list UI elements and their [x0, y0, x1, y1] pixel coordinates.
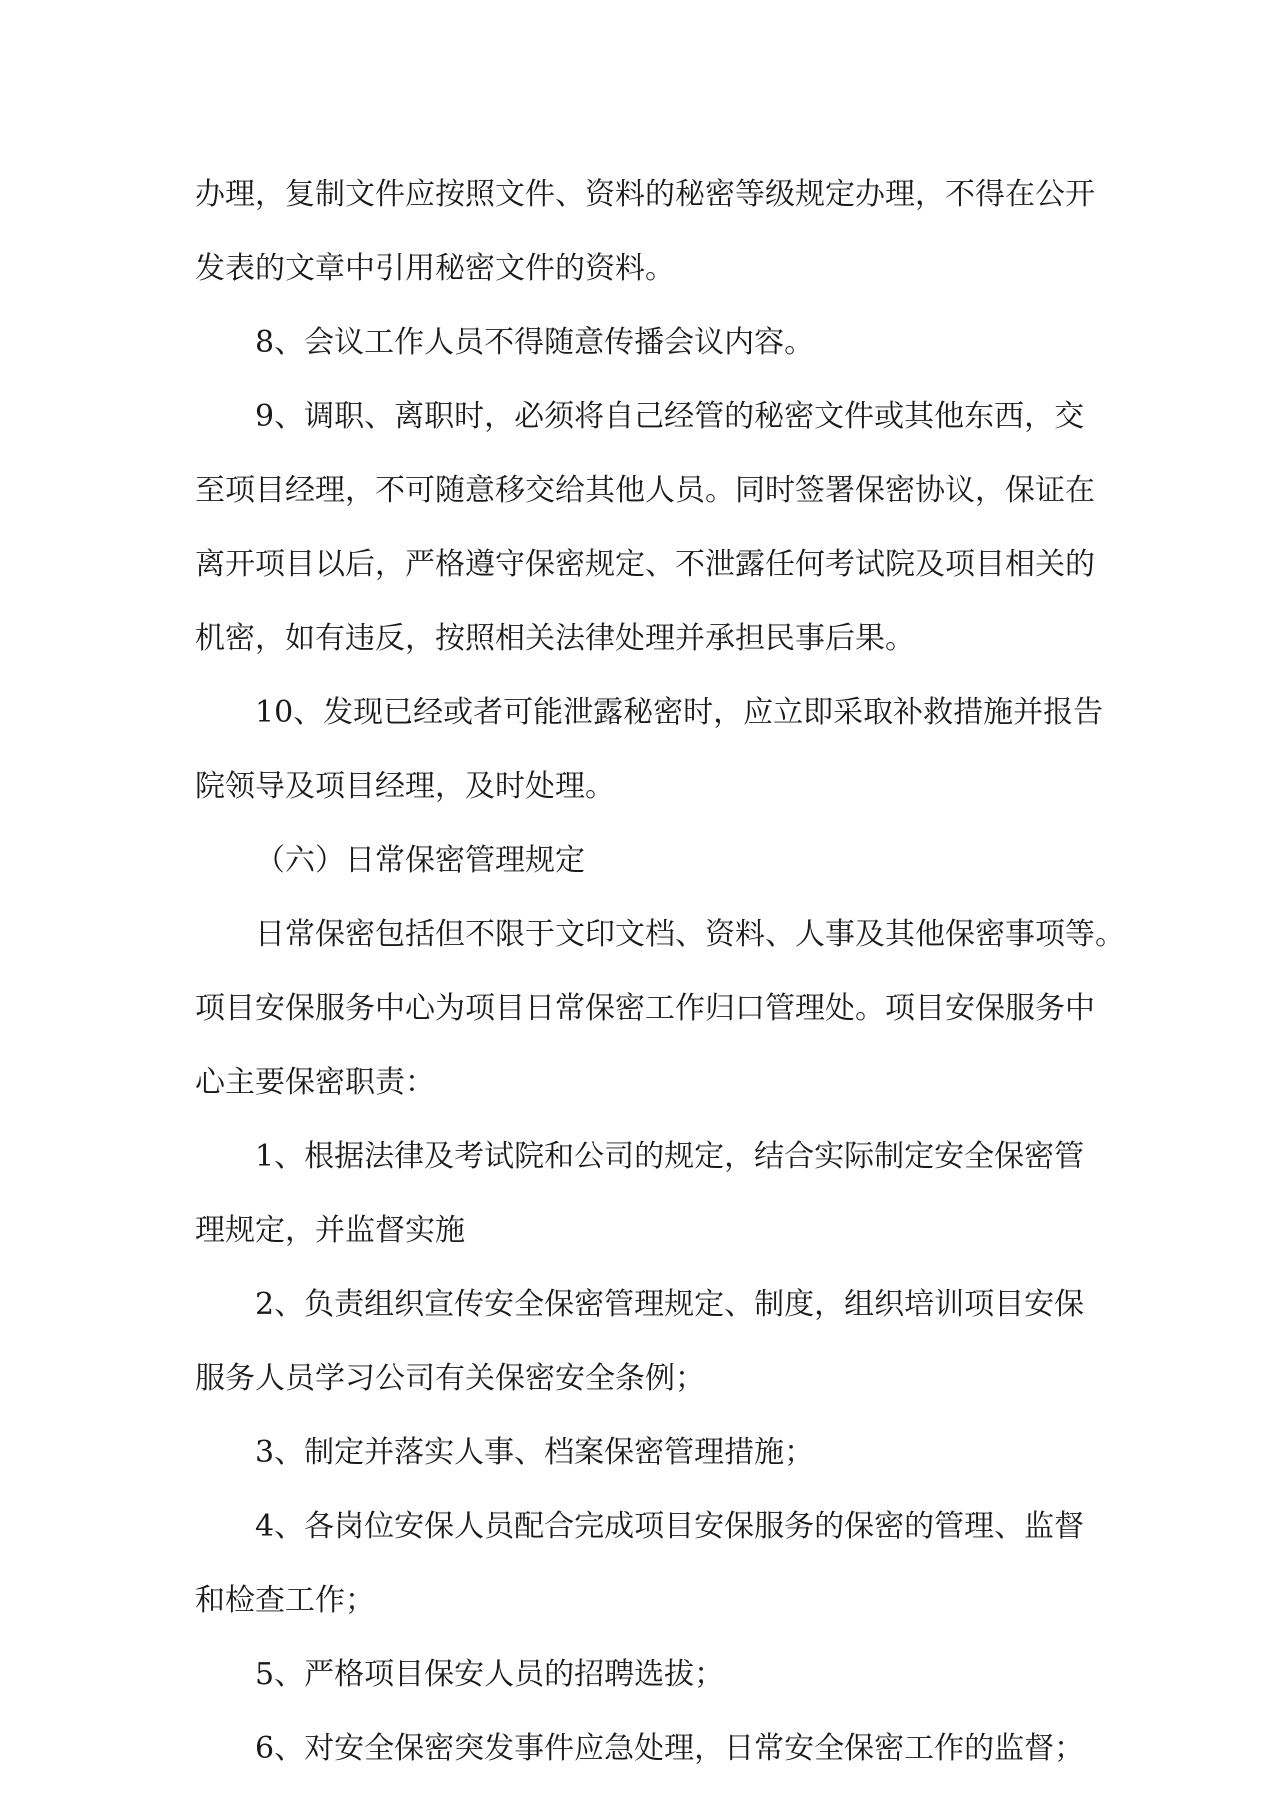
list-item-2: 2、负责组织宣传安全保密管理规定、制度，组织培训项目安保 — [255, 1287, 1085, 1322]
text-line: 心主要保密职责： — [195, 1065, 435, 1100]
list-item-6: 6、对安全保密突发事件应急处理，日常安全保密工作的监督； — [255, 1731, 1085, 1766]
list-item-8: 8、会议工作人员不得随意传播会议内容。 — [255, 325, 815, 360]
list-item-1: 1、根据法律及考试院和公司的规定，结合实际制定安全保密管 — [255, 1139, 1085, 1174]
list-item-5: 5、严格项目保安人员的招聘选拔； — [255, 1657, 725, 1692]
text-line: 院领导及项目经理，及时处理。 — [195, 769, 615, 804]
text-line: 和检查工作； — [195, 1583, 375, 1618]
section-heading: （六）日常保密管理规定 — [255, 843, 585, 878]
list-item-3: 3、制定并落实人事、档案保密管理措施； — [255, 1435, 815, 1470]
list-item-9: 9、调职、离职时，必须将自己经管的秘密文件或其他东西，交 — [255, 399, 1085, 434]
text-line: 至项目经理，不可随意移交给其他人员。同时签署保密协议，保证在 — [195, 473, 1095, 508]
list-item-10: 10、发现已经或者可能泄露秘密时，应立即采取补救措施并报告 — [255, 695, 1104, 730]
text-line: 项目安保服务中心为项目日常保密工作归口管理处。项目安保服务中 — [195, 991, 1095, 1026]
text-line: 服务人员学习公司有关保密安全条例； — [195, 1361, 705, 1396]
paragraph-start: 日常保密包括但不限于文印文档、资料、人事及其他保密事项等。 — [255, 917, 1125, 952]
text-line: 离开项目以后，严格遵守保密规定、不泄露任何考试院及项目相关的 — [195, 547, 1095, 582]
document-page — [195, 158, 1125, 1786]
list-item-4: 4、各岗位安保人员配合完成项目安保服务的保密的管理、监督 — [255, 1509, 1085, 1544]
text-line: 理规定，并监督实施 — [195, 1213, 465, 1248]
text-line: 机密，如有违反，按照相关法律处理并承担民事后果。 — [195, 621, 915, 656]
text-line: 办理，复制文件应按照文件、资料的秘密等级规定办理，不得在公开 — [195, 177, 1095, 212]
text-line: 发表的文章中引用秘密文件的资料。 — [195, 251, 675, 286]
